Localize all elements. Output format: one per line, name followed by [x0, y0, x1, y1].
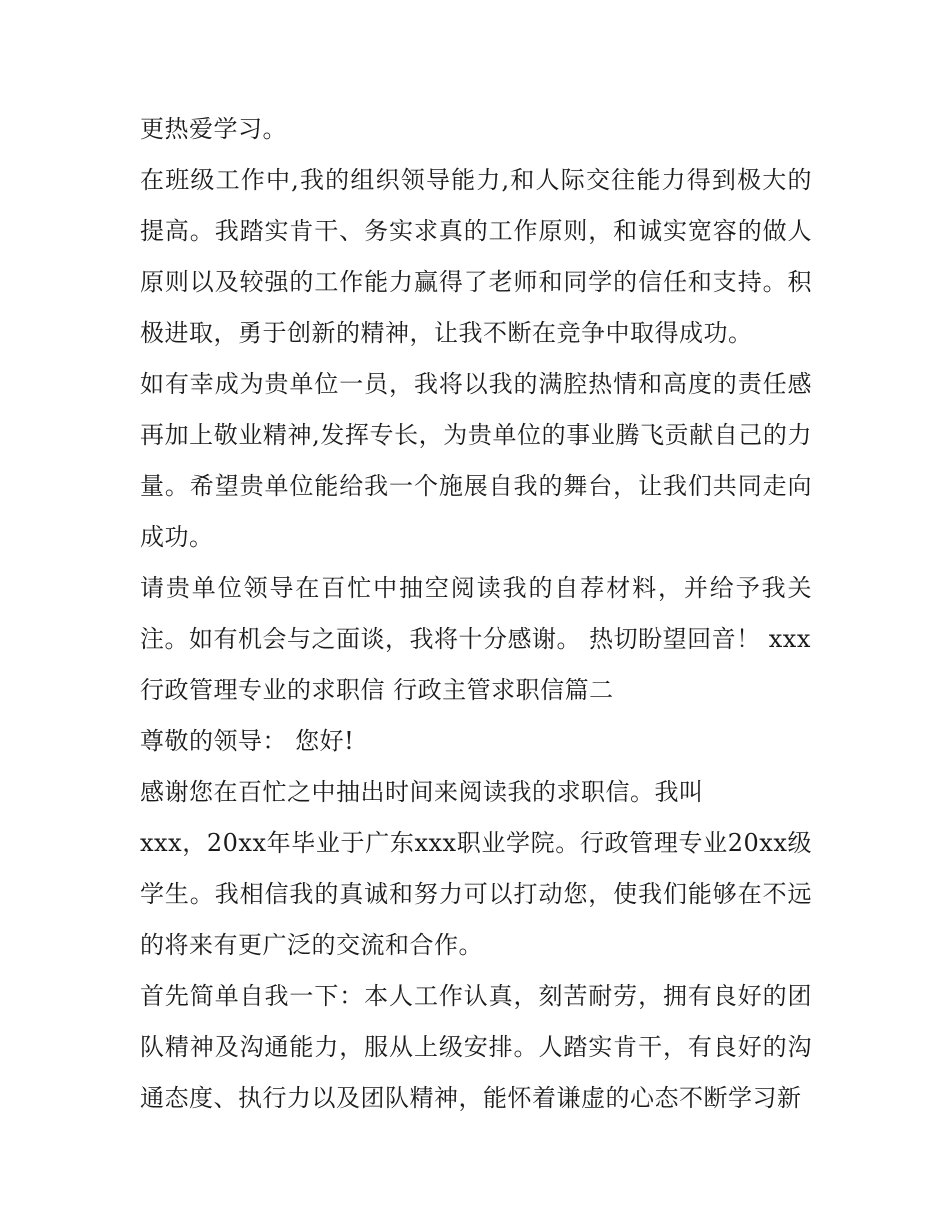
paragraph-6: xxx，20xx年毕业于广东xxx职业学院。行政管理专业20xx级学生。我相信我的真诚和努力可以打动您，使我们能够在不远的将来有更广泛的交流和合作。 — [140, 829, 812, 959]
salutation: 尊敬的领导： 您好! — [140, 727, 355, 755]
document-body — [140, 104, 812, 1124]
paragraph-1: 更热爱学习。 — [140, 115, 287, 143]
paragraph-5: 感谢您在百忙之中抽出时间来阅读我的求职信。我叫 — [140, 778, 704, 806]
paragraph-2: 在班级工作中,我的组织领导能力,和人际交往能力得到极大的提高。我踏实肯干、务实求真的工作原则，和诚实宽容的做人原则以及较强的工作能力赢得了老师和同学的信任和支持。积极进取，勇于创新的精神，让我不断在竞争中取得成功。 — [140, 166, 812, 347]
section-heading: 行政管理专业的求职信 行政主管求职信篇二 — [140, 676, 614, 704]
paragraph-3: 如有幸成为贵单位一员，我将以我的满腔热情和高度的责任感再加上敬业精神,发挥专长，为贵单位的事业腾飞贡献自己的力量。希望贵单位能给我一个施展自我的舞台，让我们共同走向成功。 — [140, 370, 812, 551]
paragraph-4: 请贵单位领导在百忙中抽空阅读我的自荐材料，并给予我关注。如有机会与之面谈，我将十分感谢。 热切盼望回音！ xxx — [140, 574, 812, 653]
paragraph-7: 首先简单自我一下：本人工作认真，刻苦耐劳，拥有良好的团队精神及沟通能力，服从上级安排。人踏实肯干，有良好的沟通态度、执行力以及团队精神，能怀着谦虚的心态不断学习新 — [140, 982, 812, 1112]
